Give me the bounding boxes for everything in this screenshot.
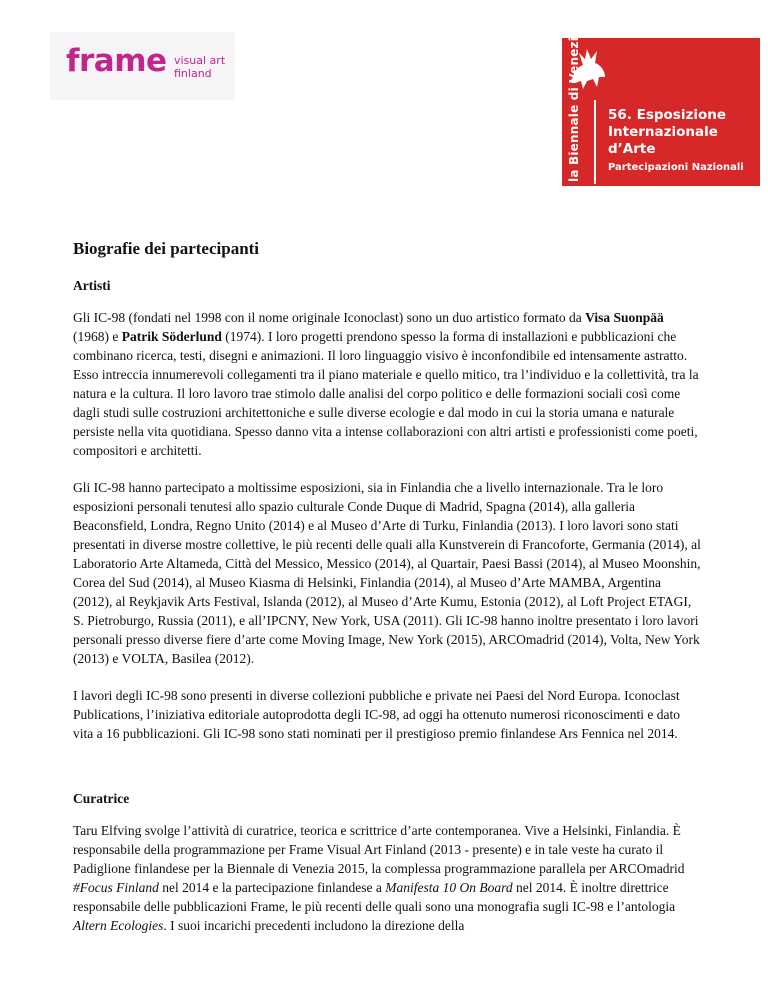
curator-heading: Curatrice — [73, 791, 130, 806]
p4-italic-manifesta: Manifesta 10 On Board — [385, 880, 513, 895]
p4-text-c: nel 2014. È inoltre direttrice responsabile delle pubblicazioni Frame, le più recenti delle quali sono una monografia sugli IC-98 e l’antologia — [73, 880, 676, 914]
p1-text-c: (1974). I loro progetti prendono spesso la forma di installazioni e pubblicazioni che combinano ricerca, testi, disegni e animazioni. Il loro linguaggio visivo è inconfondibile ed intensamente astratto. Esso intreccia innumerevoli collegamenti tra il piano materiale e quello mitico, tra l’individuo e la collettività, tra la natura e la cultura. Il loro lavoro trae stimolo dalle analisi del corpo politico e delle formazioni sociali così come dagli studi sulle costruzioni architettoniche e sulle diverse ecologie e dal modo in cui la storia umana e naturale persiste nella vita quotidiana. Spesso danno vita a intense collaborazioni con altri artisti e professionisti come poeti, compositori e architetti. — [73, 329, 699, 458]
p1-text-b: (1968) e — [73, 329, 122, 344]
p4-italic-altern-ecologies: Altern Ecologies — [73, 918, 164, 933]
artists-paragraph-3: I lavori degli IC-98 sono presenti in diverse collezioni pubbliche e private nei Paesi del Nord Europa. Iconoclast Publications, l’iniziativa editoriale autoprodotta degli IC-98, ad oggi ha ottenuto numerosi riconoscimenti e dato vita a 16 pubblicazioni. Gli IC-98 sono stati nominati per il prestigioso premio finlandese Ars Fennica nel 2014. — [73, 688, 680, 741]
frame-logo — [50, 32, 235, 100]
document-title: Biografie dei partecipanti — [73, 239, 260, 258]
artist-name-patrik: Patrik Söderlund — [121, 329, 222, 344]
p4-text-d: . I suoi incarichi precedenti includono la direzione della — [163, 918, 465, 933]
p4-italic-focus-finland: #Focus Finland — [73, 880, 159, 895]
artists-paragraph-2: Gli IC-98 hanno partecipato a moltissime esposizioni, sia in Finlandia che a livello internazionale. Tra le loro esposizioni personali tenutesi allo spazio culturale Conde Duque di Madrid, Spagna (2014), alla galleria Beaconsfield, Londra, Regno Unito (2014) e al Museo d’Arte di Turku, Finlandia (2013). I loro lavori sono stati presentati in diverse mostre collettive, le più recenti delle quali alla Kunstverein di Francoforte, Germania (2014), al Laboratorio Arte Altameda, Città del Messico, Messico (2014), al Quartair, Paesi Bassi (2014), al Museo Moonshin, Corea del Sud (2014), al Museo Kiasma di Helsinki, Finlandia (2014), al Museo d’Arte MAMBA, Argentina (2012), al Reykjavik Arts Festival, Islanda (2012), al Museo d’Arte Kumu, Estonia (2012), al Loft Project ETAGI, S. Pietroburgo, Russia (2011), e all’IPCNY, New York, USA (2011). Gli IC-98 hanno inoltre presentato i loro lavori personali presso diverse fiere d’arte come Moving Image, New York (2015), ARCOmadrid (2014), Volta, New York (2013) e VOLTA, Basilea (2012). — [73, 480, 701, 666]
frame-logo-word: frame — [66, 43, 167, 79]
p4-text-b: nel 2014 e la partecipazione finlandese a — [158, 880, 386, 895]
exhibition-title-line3: d’Arte — [608, 141, 656, 157]
frame-logo-line2: finland — [174, 67, 212, 80]
section-gap — [73, 761, 703, 789]
artists-heading: Artisti — [73, 278, 111, 293]
document-body — [73, 238, 703, 953]
exhibition-title — [608, 107, 726, 158]
biennale-divider — [594, 100, 596, 184]
curator-paragraph — [73, 821, 703, 935]
exhibition-title-line1: 56. Esposizione — [608, 107, 726, 123]
artists-paragraph-1 — [73, 308, 703, 460]
exhibition-subtitle: Partecipazioni Nazionali — [608, 162, 744, 173]
p4-text-a: Taru Elfving svolge l’attività di curatrice, teorica e scrittrice d’arte contemporanea. Vive a Helsinki, Finlandia. È responsabile della programmazione per Frame Visual Art Finland (2013 - presente) e in tale veste ha curato il Padiglione finlandese per la Biennale di Venezia 2015, la complessa programmazione parallela per ARCOmadrid — [73, 823, 685, 876]
artist-name-visa: Visa Suonpää — [585, 310, 664, 325]
frame-logo-subtitle — [174, 54, 225, 80]
p1-text-a: Gli IC-98 (fondati nel 1998 con il nome originale Iconoclast) sono un duo artistico formato da — [73, 310, 586, 325]
biennale-logo — [562, 28, 760, 186]
biennale-vertical-label: la Biennale di Venezia — [567, 28, 581, 182]
exhibition-title-line2: Internazionale — [608, 124, 718, 140]
frame-logo-line1: visual art — [174, 54, 226, 67]
